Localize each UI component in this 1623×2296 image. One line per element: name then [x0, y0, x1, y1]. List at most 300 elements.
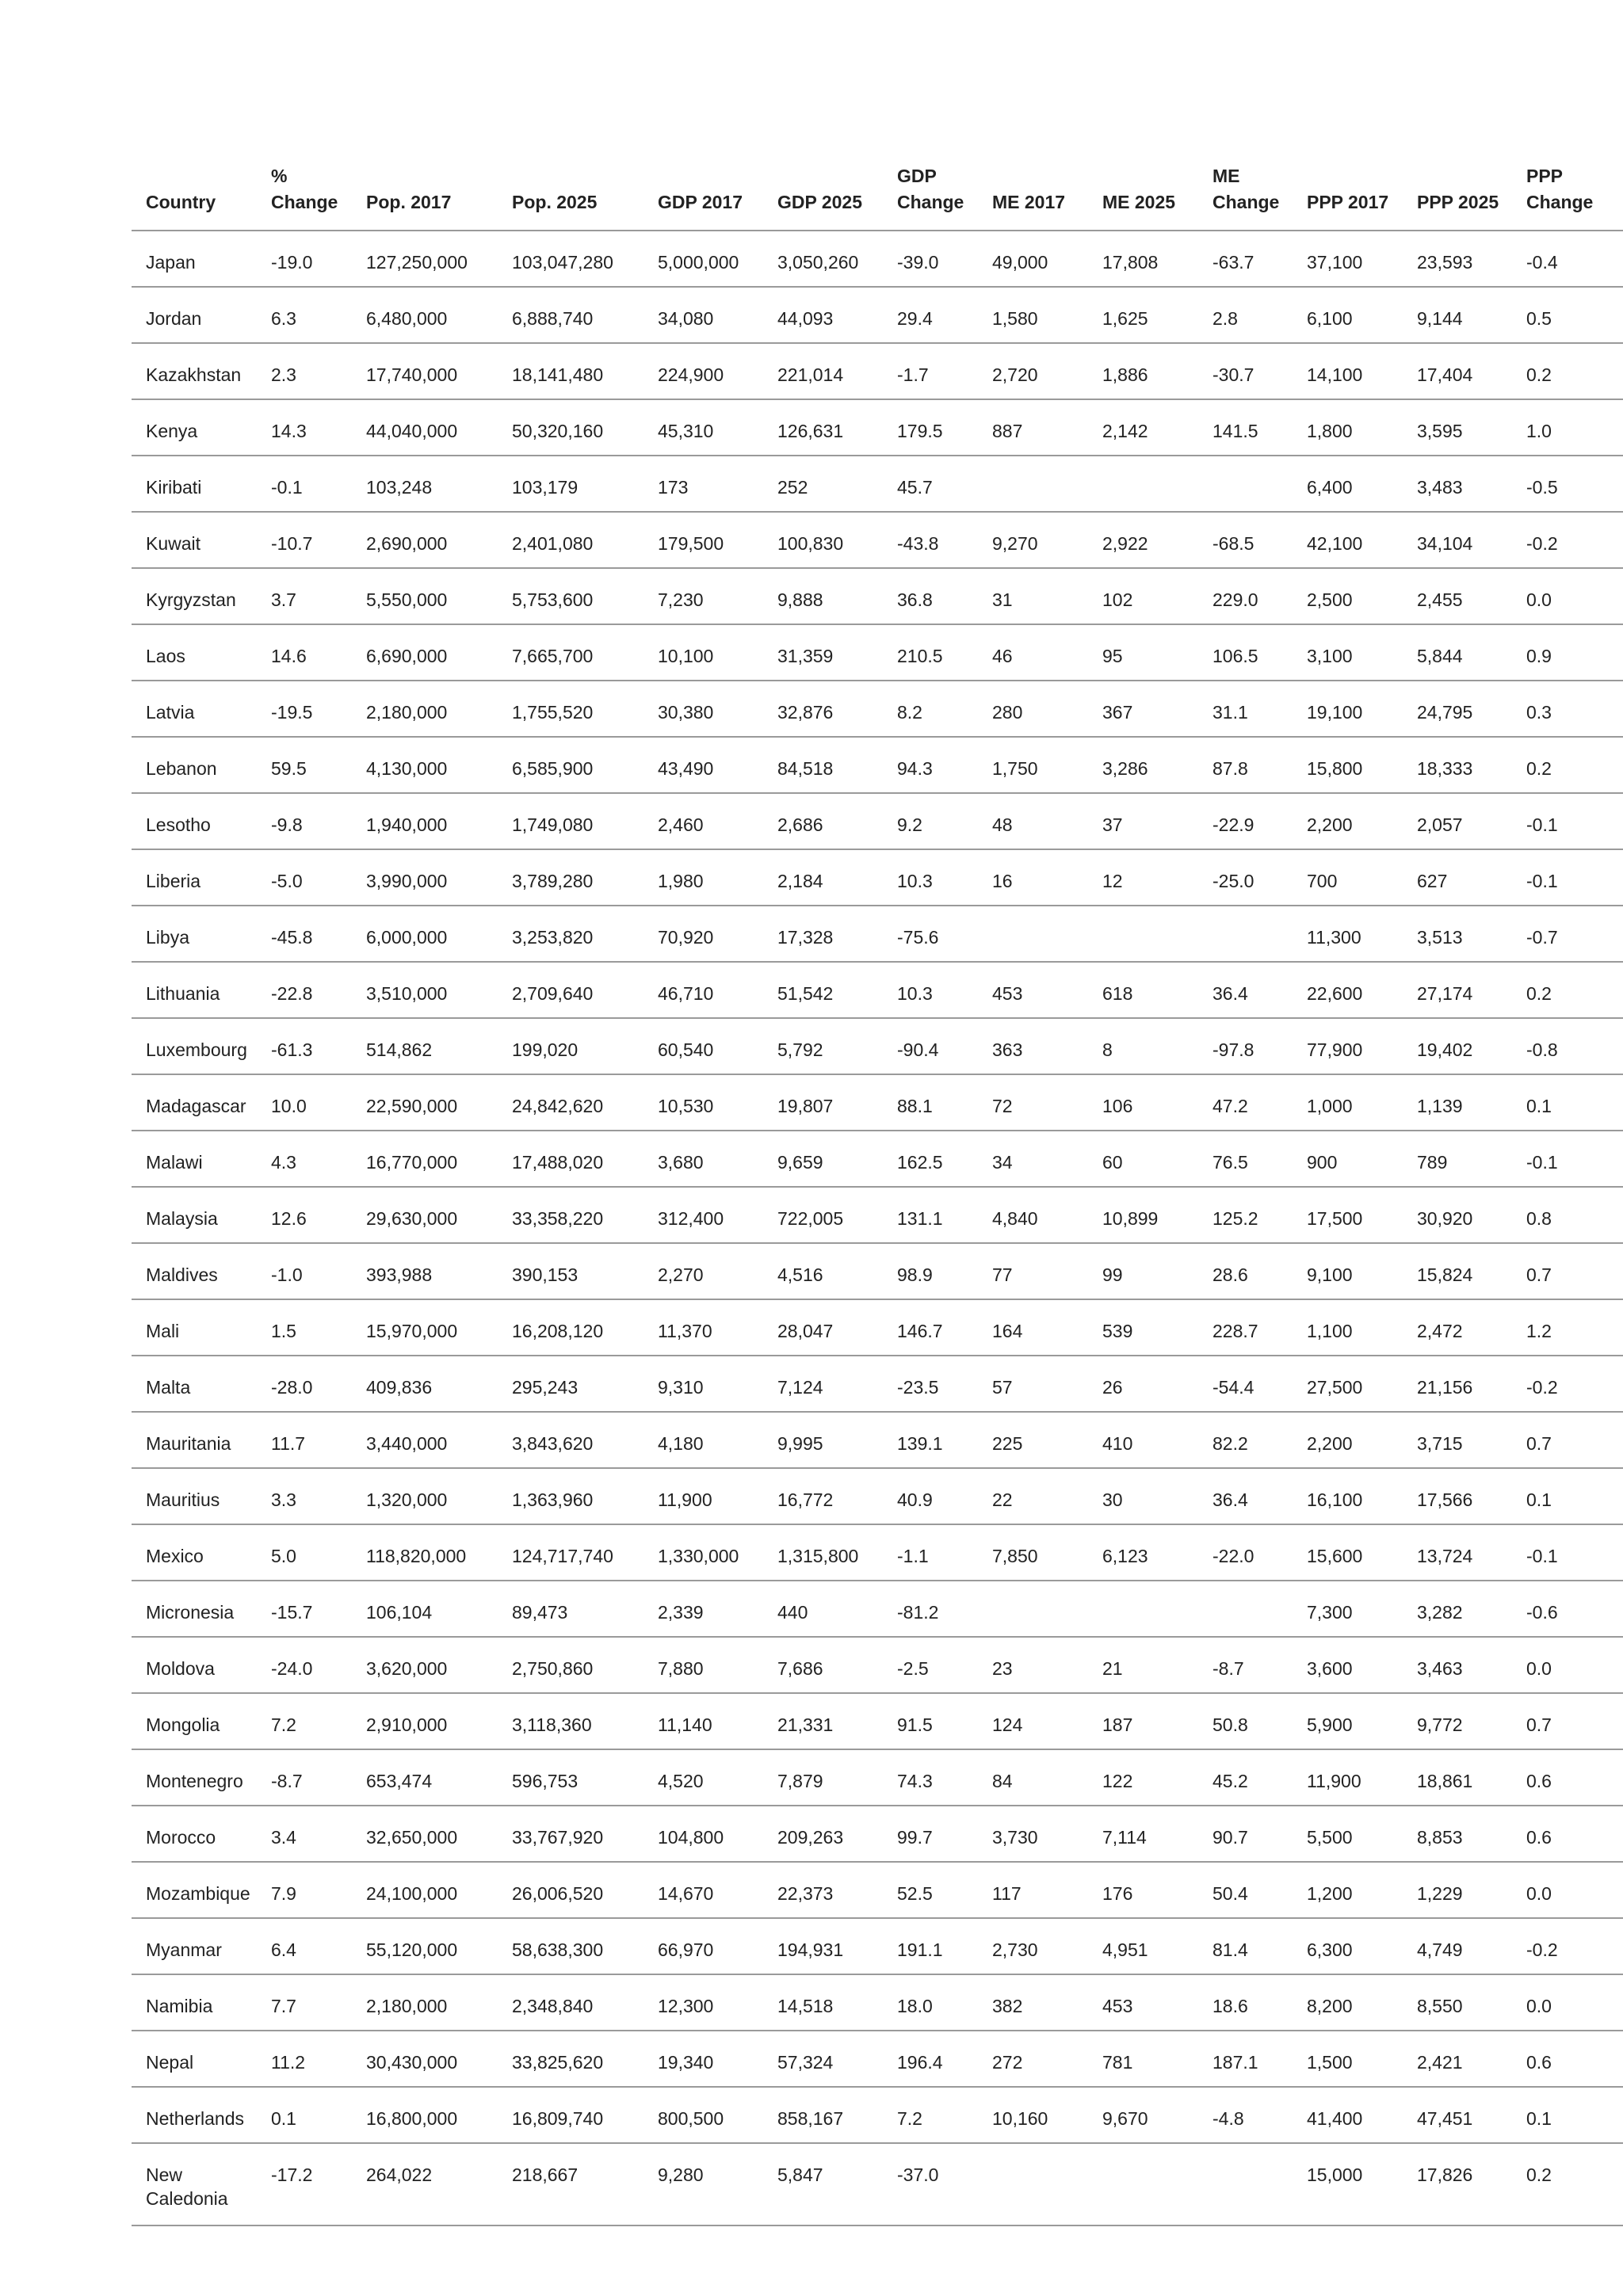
cell-me-2025: 2,142 [1088, 399, 1198, 456]
cell-me-change: 82.2 [1198, 1412, 1293, 1468]
table-row [132, 1918, 1623, 1974]
cell-pop-2017: 2,180,000 [352, 681, 498, 737]
cell-pop-2017: 16,770,000 [352, 1131, 498, 1187]
table-row [132, 962, 1623, 1018]
cell-ppp-2017: 7,300 [1293, 1581, 1403, 1637]
cell-ppp-2025: 2,421 [1403, 2031, 1512, 2087]
cell-gdp-change: -43.8 [883, 512, 978, 568]
cell-pop-2017: 103,248 [352, 456, 498, 512]
cell-ppp-change: 0.6 [1512, 1749, 1623, 1806]
cell-me-change: 47.2 [1198, 1074, 1293, 1131]
cell-percent-change: -8.7 [257, 1749, 352, 1806]
cell-ppp-2025: 15,824 [1403, 1243, 1512, 1299]
cell-gdp-2025: 3,050,260 [763, 231, 883, 287]
cell-country: Netherlands [132, 2087, 257, 2143]
cell-ppp-change: 0.7 [1512, 1243, 1623, 1299]
cell-gdp-2017: 70,920 [643, 906, 763, 962]
cell-ppp-2025: 13,724 [1403, 1524, 1512, 1581]
cell-pop-2017: 106,104 [352, 1581, 498, 1637]
cell-me-2025: 122 [1088, 1749, 1198, 1806]
cell-gdp-2017: 46,710 [643, 962, 763, 1018]
cell-country: Lebanon [132, 737, 257, 793]
cell-ppp-2025: 18,861 [1403, 1749, 1512, 1806]
cell-percent-change: 6.4 [257, 1918, 352, 1974]
cell-ppp-2017: 1,000 [1293, 1074, 1403, 1131]
cell-country: Morocco [132, 1806, 257, 1862]
cell-me-2017: 48 [978, 793, 1088, 849]
cell-percent-change: -45.8 [257, 906, 352, 962]
cell-me-2017: 46 [978, 624, 1088, 681]
cell-gdp-2017: 800,500 [643, 2087, 763, 2143]
cell-ppp-2025: 23,593 [1403, 231, 1512, 287]
cell-country: Nepal [132, 2031, 257, 2087]
table-row [132, 2031, 1623, 2087]
cell-ppp-2017: 17,500 [1293, 1187, 1403, 1243]
cell-pop-2025: 50,320,160 [498, 399, 643, 456]
cell-gdp-2017: 179,500 [643, 512, 763, 568]
cell-ppp-2017: 2,200 [1293, 793, 1403, 849]
cell-pop-2017: 16,800,000 [352, 2087, 498, 2143]
cell-gdp-2025: 7,686 [763, 1637, 883, 1693]
cell-me-change: -97.8 [1198, 1018, 1293, 1074]
cell-ppp-change: 1.0 [1512, 399, 1623, 456]
cell-me-2025: 8 [1088, 1018, 1198, 1074]
cell-percent-change: -28.0 [257, 1356, 352, 1412]
cell-ppp-2017: 9,100 [1293, 1243, 1403, 1299]
cell-pop-2025: 2,401,080 [498, 512, 643, 568]
cell-gdp-2025: 28,047 [763, 1299, 883, 1356]
cell-pop-2025: 18,141,480 [498, 343, 643, 399]
cell-ppp-change: 0.2 [1512, 737, 1623, 793]
cell-percent-change: 5.0 [257, 1524, 352, 1581]
table-row [132, 1581, 1623, 1637]
table-row [132, 1862, 1623, 1918]
cell-country: Libya [132, 906, 257, 962]
cell-ppp-2025: 17,566 [1403, 1468, 1512, 1524]
cell-ppp-2017: 6,100 [1293, 287, 1403, 343]
cell-gdp-2025: 126,631 [763, 399, 883, 456]
cell-me-change: 228.7 [1198, 1299, 1293, 1356]
cell-pop-2017: 24,100,000 [352, 1862, 498, 1918]
table-row [132, 1131, 1623, 1187]
cell-ppp-change: -0.7 [1512, 906, 1623, 962]
cell-country: Mozambique [132, 1862, 257, 1918]
cell-gdp-2017: 4,180 [643, 1412, 763, 1468]
cell-gdp-change: 18.0 [883, 1974, 978, 2031]
table-row [132, 456, 1623, 512]
cell-me-change: -22.0 [1198, 1524, 1293, 1581]
cell-me-2025 [1088, 456, 1198, 512]
cell-me-2025 [1088, 1581, 1198, 1637]
cell-ppp-change: -0.5 [1512, 456, 1623, 512]
cell-ppp-change: -0.2 [1512, 1918, 1623, 1974]
cell-me-2025: 102 [1088, 568, 1198, 624]
cell-me-2017 [978, 2143, 1088, 2225]
cell-ppp-change: 0.0 [1512, 1974, 1623, 2031]
cell-me-2017: 363 [978, 1018, 1088, 1074]
cell-gdp-change: 52.5 [883, 1862, 978, 1918]
cell-ppp-2017: 900 [1293, 1131, 1403, 1187]
table-row [132, 1974, 1623, 2031]
cell-pop-2025: 16,809,740 [498, 2087, 643, 2143]
cell-gdp-2025: 17,328 [763, 906, 883, 962]
cell-pop-2017: 6,480,000 [352, 287, 498, 343]
cell-pop-2025: 33,825,620 [498, 2031, 643, 2087]
cell-ppp-change: -0.8 [1512, 1018, 1623, 1074]
table-body [132, 231, 1623, 2225]
cell-pop-2017: 393,988 [352, 1243, 498, 1299]
cell-country: Myanmar [132, 1918, 257, 1974]
cell-gdp-change: 131.1 [883, 1187, 978, 1243]
cell-me-2025: 10,899 [1088, 1187, 1198, 1243]
cell-me-2017: 9,270 [978, 512, 1088, 568]
cell-pop-2025: 58,638,300 [498, 1918, 643, 1974]
cell-ppp-2017: 77,900 [1293, 1018, 1403, 1074]
cell-pop-2017: 409,836 [352, 1356, 498, 1412]
cell-gdp-change: -23.5 [883, 1356, 978, 1412]
cell-percent-change: -19.0 [257, 231, 352, 287]
cell-me-2017: 49,000 [978, 231, 1088, 287]
cell-me-change: -63.7 [1198, 231, 1293, 287]
cell-gdp-change: 162.5 [883, 1131, 978, 1187]
cell-ppp-change: -0.1 [1512, 1524, 1623, 1581]
cell-me-2025: 781 [1088, 2031, 1198, 2087]
cell-ppp-2017: 41,400 [1293, 2087, 1403, 2143]
cell-pop-2025: 89,473 [498, 1581, 643, 1637]
cell-ppp-2025: 8,853 [1403, 1806, 1512, 1862]
cell-gdp-2017: 1,980 [643, 849, 763, 906]
cell-ppp-2017: 3,600 [1293, 1637, 1403, 1693]
cell-percent-change: 14.3 [257, 399, 352, 456]
cell-gdp-2017: 173 [643, 456, 763, 512]
cell-me-change: 45.2 [1198, 1749, 1293, 1806]
cell-country: Montenegro [132, 1749, 257, 1806]
cell-gdp-2017: 4,520 [643, 1749, 763, 1806]
cell-me-2017: 887 [978, 399, 1088, 456]
table-row [132, 399, 1623, 456]
table-row [132, 793, 1623, 849]
cell-percent-change: 3.7 [257, 568, 352, 624]
cell-ppp-change: -0.1 [1512, 849, 1623, 906]
cell-me-2017: 34 [978, 1131, 1088, 1187]
cell-country: Liberia [132, 849, 257, 906]
cell-me-2017: 225 [978, 1412, 1088, 1468]
cell-country: Micronesia [132, 1581, 257, 1637]
cell-me-2017: 57 [978, 1356, 1088, 1412]
cell-gdp-2025: 31,359 [763, 624, 883, 681]
cell-ppp-2025: 24,795 [1403, 681, 1512, 737]
cell-me-change [1198, 906, 1293, 962]
cell-me-2025: 4,951 [1088, 1918, 1198, 1974]
cell-me-2025: 99 [1088, 1243, 1198, 1299]
cell-pop-2017: 653,474 [352, 1749, 498, 1806]
cell-ppp-2017: 1,100 [1293, 1299, 1403, 1356]
cell-country: Lesotho [132, 793, 257, 849]
cell-gdp-change: 139.1 [883, 1412, 978, 1468]
cell-gdp-change: 74.3 [883, 1749, 978, 1806]
cell-ppp-change: 0.1 [1512, 2087, 1623, 2143]
cell-me-2025: 2,922 [1088, 512, 1198, 568]
cell-ppp-2025: 9,772 [1403, 1693, 1512, 1749]
cell-me-2017: 22 [978, 1468, 1088, 1524]
cell-ppp-change: 0.2 [1512, 2143, 1623, 2225]
cell-ppp-2025: 3,483 [1403, 456, 1512, 512]
cell-ppp-2017: 1,500 [1293, 2031, 1403, 2087]
cell-me-change: -4.8 [1198, 2087, 1293, 2143]
cell-gdp-2017: 9,280 [643, 2143, 763, 2225]
cell-gdp-change: 7.2 [883, 2087, 978, 2143]
table-row [132, 1074, 1623, 1131]
cell-pop-2017: 1,320,000 [352, 1468, 498, 1524]
cell-me-2025: 3,286 [1088, 737, 1198, 793]
cell-ppp-2017: 1,800 [1293, 399, 1403, 456]
cell-me-2017: 4,840 [978, 1187, 1088, 1243]
cell-gdp-2017: 5,000,000 [643, 231, 763, 287]
cell-gdp-2017: 12,300 [643, 1974, 763, 2031]
cell-me-change: 28.6 [1198, 1243, 1293, 1299]
cell-percent-change: 0.1 [257, 2087, 352, 2143]
cell-country: Moldova [132, 1637, 257, 1693]
header-gdp-change: GDP Change [883, 158, 978, 231]
cell-me-change: 2.8 [1198, 287, 1293, 343]
cell-pop-2017: 6,690,000 [352, 624, 498, 681]
cell-gdp-2025: 14,518 [763, 1974, 883, 2031]
cell-gdp-2025: 100,830 [763, 512, 883, 568]
table-row [132, 1806, 1623, 1862]
cell-me-2017: 272 [978, 2031, 1088, 2087]
cell-ppp-2025: 21,156 [1403, 1356, 1512, 1412]
cell-me-change: 50.4 [1198, 1862, 1293, 1918]
header-gdp-2025: GDP 2025 [763, 158, 883, 231]
cell-ppp-change: -0.6 [1512, 1581, 1623, 1637]
cell-me-2025: 1,625 [1088, 287, 1198, 343]
cell-gdp-change: 9.2 [883, 793, 978, 849]
cell-ppp-2017: 19,100 [1293, 681, 1403, 737]
cell-ppp-2017: 5,900 [1293, 1693, 1403, 1749]
cell-gdp-2025: 7,879 [763, 1749, 883, 1806]
cell-gdp-2017: 224,900 [643, 343, 763, 399]
cell-me-2017: 31 [978, 568, 1088, 624]
cell-gdp-change: 10.3 [883, 849, 978, 906]
table-row [132, 1243, 1623, 1299]
cell-ppp-2017: 22,600 [1293, 962, 1403, 1018]
header-ppp-2025: PPP 2025 [1403, 158, 1512, 231]
cell-gdp-2017: 10,100 [643, 624, 763, 681]
cell-country: Jordan [132, 287, 257, 343]
cell-gdp-change: -37.0 [883, 2143, 978, 2225]
cell-ppp-2017: 8,200 [1293, 1974, 1403, 2031]
cell-pop-2025: 124,717,740 [498, 1524, 643, 1581]
cell-country: Mali [132, 1299, 257, 1356]
cell-pop-2017: 44,040,000 [352, 399, 498, 456]
cell-me-change: 229.0 [1198, 568, 1293, 624]
cell-me-2025: 12 [1088, 849, 1198, 906]
cell-country: Madagascar [132, 1074, 257, 1131]
cell-me-change: 106.5 [1198, 624, 1293, 681]
cell-me-change [1198, 1581, 1293, 1637]
cell-pop-2017: 127,250,000 [352, 231, 498, 287]
cell-gdp-change: 10.3 [883, 962, 978, 1018]
table-row [132, 849, 1623, 906]
cell-pop-2025: 2,348,840 [498, 1974, 643, 2031]
cell-ppp-change: 0.6 [1512, 1806, 1623, 1862]
cell-gdp-2017: 30,380 [643, 681, 763, 737]
cell-country: Kiribati [132, 456, 257, 512]
cell-gdp-change: 191.1 [883, 1918, 978, 1974]
cell-me-change: 87.8 [1198, 737, 1293, 793]
cell-pop-2025: 596,753 [498, 1749, 643, 1806]
table-row [132, 512, 1623, 568]
cell-gdp-2025: 21,331 [763, 1693, 883, 1749]
header-gdp-2017: GDP 2017 [643, 158, 763, 231]
cell-country: Namibia [132, 1974, 257, 2031]
cell-ppp-2025: 34,104 [1403, 512, 1512, 568]
cell-me-2025: 17,808 [1088, 231, 1198, 287]
cell-gdp-2025: 194,931 [763, 1918, 883, 1974]
cell-country: Kenya [132, 399, 257, 456]
cell-percent-change: 3.3 [257, 1468, 352, 1524]
cell-me-change: 36.4 [1198, 1468, 1293, 1524]
table-row [132, 1468, 1623, 1524]
cell-pop-2025: 1,755,520 [498, 681, 643, 737]
cell-me-2025: 7,114 [1088, 1806, 1198, 1862]
cell-me-change: 125.2 [1198, 1187, 1293, 1243]
cell-country: Mongolia [132, 1693, 257, 1749]
cell-ppp-2025: 2,057 [1403, 793, 1512, 849]
cell-pop-2025: 295,243 [498, 1356, 643, 1412]
header-ppp-change: PPP Change [1512, 158, 1623, 231]
cell-ppp-2025: 5,844 [1403, 624, 1512, 681]
cell-gdp-change: 88.1 [883, 1074, 978, 1131]
cell-pop-2025: 103,047,280 [498, 231, 643, 287]
cell-me-change: 36.4 [1198, 962, 1293, 1018]
cell-ppp-2025: 789 [1403, 1131, 1512, 1187]
cell-gdp-change: -2.5 [883, 1637, 978, 1693]
cell-me-2025: 37 [1088, 793, 1198, 849]
cell-gdp-change: 8.2 [883, 681, 978, 737]
cell-gdp-2017: 104,800 [643, 1806, 763, 1862]
cell-gdp-2025: 5,792 [763, 1018, 883, 1074]
cell-ppp-2017: 1,200 [1293, 1862, 1403, 1918]
cell-gdp-2025: 252 [763, 456, 883, 512]
cell-ppp-2017: 2,200 [1293, 1412, 1403, 1468]
cell-percent-change: 7.7 [257, 1974, 352, 2031]
cell-percent-change: 2.3 [257, 343, 352, 399]
cell-percent-change: 10.0 [257, 1074, 352, 1131]
cell-gdp-change: 99.7 [883, 1806, 978, 1862]
header-row [132, 158, 1623, 231]
header-me-change: ME Change [1198, 158, 1293, 231]
cell-percent-change: -15.7 [257, 1581, 352, 1637]
cell-gdp-2025: 440 [763, 1581, 883, 1637]
cell-percent-change: 11.2 [257, 2031, 352, 2087]
cell-ppp-2017: 14,100 [1293, 343, 1403, 399]
cell-pop-2025: 33,767,920 [498, 1806, 643, 1862]
cell-percent-change: 7.2 [257, 1693, 352, 1749]
cell-ppp-change: 0.0 [1512, 1637, 1623, 1693]
cell-gdp-2025: 1,315,800 [763, 1524, 883, 1581]
cell-pop-2017: 6,000,000 [352, 906, 498, 962]
cell-country: Kazakhstan [132, 343, 257, 399]
cell-percent-change: 7.9 [257, 1862, 352, 1918]
cell-gdp-2017: 60,540 [643, 1018, 763, 1074]
cell-me-change: -25.0 [1198, 849, 1293, 906]
cell-ppp-2025: 1,229 [1403, 1862, 1512, 1918]
cell-gdp-change: -81.2 [883, 1581, 978, 1637]
cell-ppp-change: -0.4 [1512, 231, 1623, 287]
cell-me-change: 187.1 [1198, 2031, 1293, 2087]
cell-gdp-2025: 2,184 [763, 849, 883, 906]
cell-me-2017: 2,720 [978, 343, 1088, 399]
cell-ppp-2025: 9,144 [1403, 287, 1512, 343]
cell-pop-2025: 1,749,080 [498, 793, 643, 849]
cell-me-change: -22.9 [1198, 793, 1293, 849]
cell-me-change: 81.4 [1198, 1918, 1293, 1974]
cell-me-2025: 539 [1088, 1299, 1198, 1356]
cell-pop-2025: 24,842,620 [498, 1074, 643, 1131]
cell-ppp-2017: 42,100 [1293, 512, 1403, 568]
cell-country: Kuwait [132, 512, 257, 568]
table-row [132, 1749, 1623, 1806]
cell-pop-2025: 390,153 [498, 1243, 643, 1299]
cell-me-2017 [978, 906, 1088, 962]
cell-gdp-change: 29.4 [883, 287, 978, 343]
cell-me-2017: 84 [978, 1749, 1088, 1806]
cell-gdp-2017: 7,880 [643, 1637, 763, 1693]
cell-ppp-2025: 2,455 [1403, 568, 1512, 624]
header-ppp-2017: PPP 2017 [1293, 158, 1403, 231]
cell-ppp-2025: 3,715 [1403, 1412, 1512, 1468]
cell-ppp-2025: 19,402 [1403, 1018, 1512, 1074]
cell-percent-change: 14.6 [257, 624, 352, 681]
cell-gdp-change: 196.4 [883, 2031, 978, 2087]
cell-pop-2025: 26,006,520 [498, 1862, 643, 1918]
table-row [132, 906, 1623, 962]
cell-pop-2017: 118,820,000 [352, 1524, 498, 1581]
cell-gdp-2017: 2,270 [643, 1243, 763, 1299]
cell-country: Malaysia [132, 1187, 257, 1243]
cell-ppp-2025: 17,404 [1403, 343, 1512, 399]
cell-me-2025: 95 [1088, 624, 1198, 681]
cell-ppp-change: 1.2 [1512, 1299, 1623, 1356]
cell-ppp-2017: 6,400 [1293, 456, 1403, 512]
cell-me-2025: 9,670 [1088, 2087, 1198, 2143]
cell-country: Latvia [132, 681, 257, 737]
cell-pop-2017: 3,990,000 [352, 849, 498, 906]
cell-gdp-change: 98.9 [883, 1243, 978, 1299]
cell-me-2025: 106 [1088, 1074, 1198, 1131]
cell-me-2025: 367 [1088, 681, 1198, 737]
cell-ppp-2025: 47,451 [1403, 2087, 1512, 2143]
cell-percent-change: 59.5 [257, 737, 352, 793]
table-row [132, 1637, 1623, 1693]
cell-me-2017: 124 [978, 1693, 1088, 1749]
cell-ppp-2025: 3,463 [1403, 1637, 1512, 1693]
cell-me-2017: 164 [978, 1299, 1088, 1356]
cell-me-2025: 1,886 [1088, 343, 1198, 399]
cell-ppp-2025: 3,513 [1403, 906, 1512, 962]
cell-gdp-change: 91.5 [883, 1693, 978, 1749]
cell-gdp-2025: 4,516 [763, 1243, 883, 1299]
cell-pop-2017: 1,940,000 [352, 793, 498, 849]
cell-me-change [1198, 456, 1293, 512]
cell-ppp-change: 0.7 [1512, 1693, 1623, 1749]
cell-pop-2025: 16,208,120 [498, 1299, 643, 1356]
cell-country: Lithuania [132, 962, 257, 1018]
cell-pop-2017: 4,130,000 [352, 737, 498, 793]
cell-percent-change: -24.0 [257, 1637, 352, 1693]
cell-gdp-2025: 5,847 [763, 2143, 883, 2225]
